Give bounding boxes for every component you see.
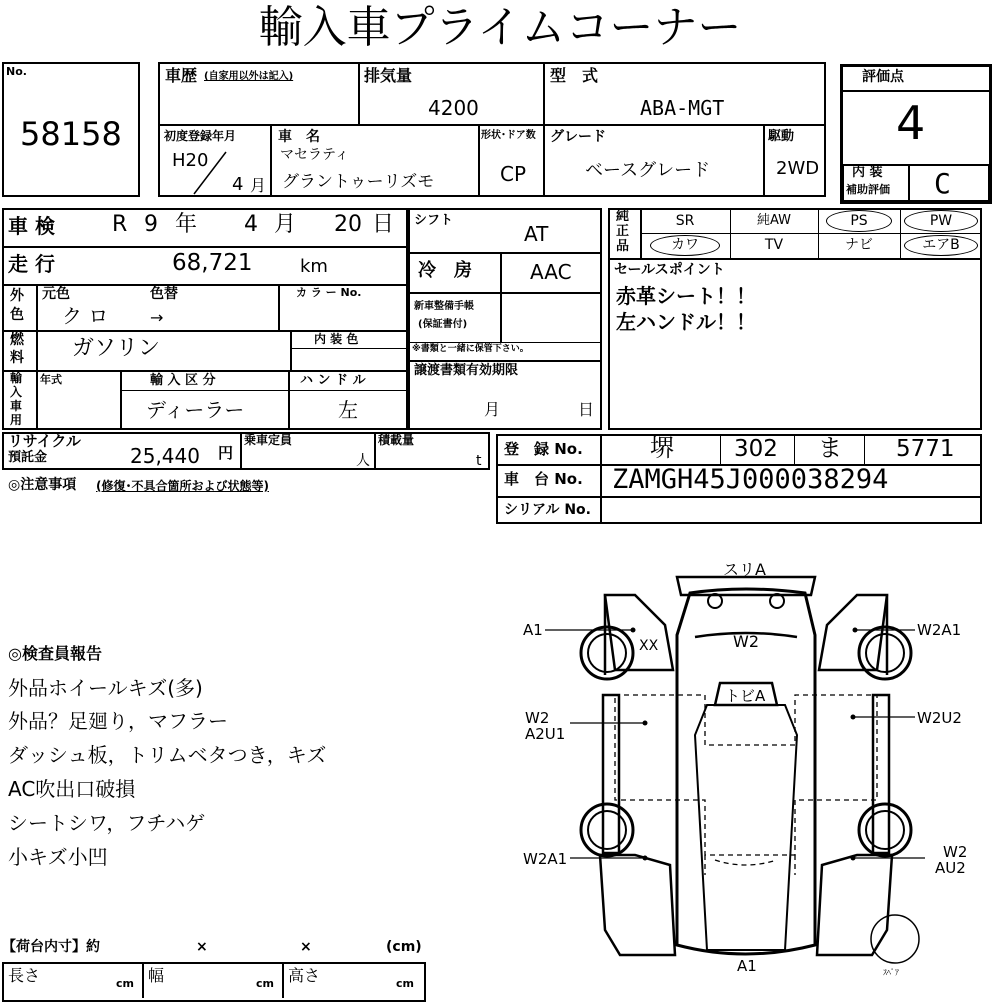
diagram-top-label: スリA: [723, 560, 766, 579]
cargo-cm: cm: [116, 977, 134, 990]
aircon-value: AAC: [530, 260, 572, 284]
shaken-month: 4: [244, 212, 258, 237]
sales-point-line-2: 左ハンドル！！: [616, 310, 756, 334]
inspector-line: 外品ホイールキズ(多): [8, 676, 203, 700]
transfer-label: 譲渡書類有効期限: [414, 363, 519, 378]
change-color-value: →: [150, 308, 164, 327]
handle-label: ハ ン ド ル: [300, 373, 366, 388]
serial-label: シリアル No.: [504, 502, 591, 518]
diagram-rear-right-1: W2: [943, 843, 968, 861]
equip-tv: TV: [764, 237, 784, 253]
grade-value: ベースグレード: [585, 160, 711, 181]
equip-airbag: エアB: [922, 237, 960, 253]
equip-pw: PW: [929, 213, 953, 229]
score-value: 4: [896, 96, 926, 150]
diagram-front-left: A1: [523, 621, 543, 639]
import-side-1: 輸: [10, 371, 23, 385]
diagram-rear: A1: [737, 957, 757, 975]
capacity-label: 乗車定員: [244, 433, 293, 447]
recycle-value: 25,440: [130, 444, 200, 468]
car-name-label: 車 名: [278, 129, 320, 145]
registration-class: 302: [734, 436, 778, 462]
diagram-spare: ｽﾍﾟｱ: [883, 968, 899, 977]
mileage-unit: km: [300, 256, 328, 277]
equip-leather: カワ: [671, 237, 699, 253]
diagram-left-door-1: W2: [525, 709, 550, 727]
first-reg-month: 4: [232, 174, 244, 195]
chassis-value: ZAMGH45J000038294: [612, 464, 889, 495]
orig-color-label: 元色: [42, 286, 70, 302]
shaken-year: 9: [144, 212, 158, 237]
registration-area: 堺: [650, 434, 674, 462]
inspector-title: ◎検査員報告: [8, 644, 102, 663]
import-side-2: 入: [10, 385, 23, 399]
shaken-day: 20: [334, 212, 362, 237]
history-label: 車歴: [165, 66, 198, 85]
import-side-4: 用: [10, 413, 23, 427]
diagram-right-door: W2U2: [917, 709, 962, 727]
mileage-label: 走 行: [8, 252, 55, 276]
inspector-line: AC吹出口破損: [8, 777, 136, 801]
diagram-rear-right-2: AU2: [935, 859, 966, 877]
cargo-cm: cm: [396, 977, 414, 990]
import-type-value: ディーラー: [146, 398, 245, 422]
transfer-month: 月: [484, 400, 501, 419]
displacement-label: 排気量: [364, 66, 413, 85]
equip-side-3: 品: [616, 239, 630, 254]
load-label: 積載量: [378, 433, 415, 447]
diagram-left-door-2: A2U1: [525, 725, 566, 743]
import-side-3: 車: [10, 399, 23, 413]
aircon-label: 冷 房: [418, 260, 472, 281]
equip-side-2: 正: [616, 224, 630, 239]
interior-label-2: 補助評価: [846, 183, 890, 196]
history-note: (自家用以外は記入): [204, 71, 294, 82]
cargo-height-label: 高さ: [288, 966, 321, 985]
maintenance-label-2: (保証書付): [418, 319, 468, 330]
mileage-value: 68,721: [172, 250, 253, 276]
inspector-line: 外品？足廻り，マフラー: [8, 709, 228, 733]
body-label: 形状･ドア数: [481, 130, 536, 141]
orig-color-value: ク ロ: [62, 304, 109, 328]
car-maker: マセラティ: [280, 147, 349, 163]
car-name: グラントゥーリズモ: [282, 172, 435, 192]
recycle-unit: 円: [218, 444, 234, 462]
registration-label: 登 録 No.: [504, 440, 583, 458]
fuel-value: ガソリン: [72, 336, 161, 361]
cargo-length-label: 長さ: [8, 966, 41, 985]
diagram-roof: トビA: [725, 687, 766, 705]
displacement-value: 4200: [428, 96, 479, 120]
grade-label: グレード: [550, 129, 606, 145]
score-label: 評価点: [862, 69, 904, 85]
shift-label: シフト: [414, 213, 454, 228]
equip-navi: ナビ: [845, 237, 873, 253]
registration-kana: ま: [818, 434, 842, 462]
page-title: 輸入車プライムコーナー: [258, 2, 742, 53]
cargo-title: 【荷台内寸】約: [2, 939, 100, 955]
interior-score: C: [934, 167, 951, 200]
caution-label: ◎注意事項: [8, 477, 77, 493]
sales-point-line-1: 赤革シート！！: [616, 284, 756, 308]
model-label: 型 式: [550, 66, 599, 85]
recycle-label-1: リサイクル: [8, 432, 81, 450]
color-code-label: カ ラ ー No.: [296, 286, 362, 299]
cargo-x1: ×: [196, 939, 208, 955]
sales-point-label: セールスポイント: [614, 262, 725, 278]
shaken-day-unit: 日: [372, 212, 395, 237]
shaken-era: R: [112, 212, 128, 237]
drive-label: 駆動: [768, 129, 795, 144]
interior-label-1: 内 装: [852, 165, 883, 180]
first-reg-label: 初度登録年月: [164, 129, 237, 143]
equip-side-1: 純: [616, 209, 630, 224]
transfer-day: 日: [578, 400, 595, 419]
maintenance-label-1: 新車整備手帳: [414, 301, 474, 312]
shaken-label: 車 検: [8, 214, 55, 238]
load-unit: t: [476, 453, 482, 469]
first-reg-month-unit: 月: [250, 176, 267, 195]
cargo-unit: (cm): [386, 939, 422, 955]
import-type-label: 輸 入 区 分: [150, 373, 216, 388]
shift-value: AT: [524, 222, 549, 246]
inspector-line: シートシワ，フチハゲ: [8, 811, 206, 835]
import-year-label: 年式: [40, 373, 62, 386]
handle-value: 左: [338, 398, 358, 422]
shaken-year-unit: 年: [175, 212, 198, 237]
shaken-month-unit: 月: [274, 212, 297, 237]
cargo-box: [2, 962, 426, 1002]
lot-number: 58158: [20, 115, 122, 153]
equip-ps: PS: [850, 213, 868, 229]
registration-number: 5771: [896, 436, 955, 462]
drive-value: 2WD: [776, 158, 820, 179]
chassis-label: 車 台 No.: [504, 470, 583, 488]
model-value: ABA-MGT: [640, 96, 725, 120]
color-side-2: 色: [10, 307, 24, 323]
caution-note: (修復･不具合箇所および状態等): [96, 479, 269, 493]
equip-sr: SR: [675, 213, 695, 229]
equip-aw: 純AW: [756, 213, 792, 228]
diagram-front-right: W2A1: [917, 621, 962, 639]
change-color-label: 色替: [150, 286, 178, 302]
cargo-x2: ×: [300, 939, 312, 955]
maintenance-note: ※書類と一緒に保管下さい。: [412, 344, 529, 354]
cargo-width-label: 幅: [148, 966, 165, 985]
diagram-hood: W2: [733, 632, 759, 651]
capacity-unit: 人: [356, 453, 370, 469]
recycle-label-2: 預託金: [8, 450, 48, 465]
cargo-cm: cm: [256, 977, 274, 990]
fuel-side-1: 燃: [10, 332, 24, 348]
diagram-front-left-note: XX: [639, 638, 659, 654]
inspector-line: ダッシュ板，トリムベタつき，キズ: [8, 743, 327, 767]
inspector-line: 小キズ小凹: [8, 845, 108, 869]
first-reg-era: H20: [172, 150, 209, 171]
body-value: CP: [500, 162, 527, 186]
lot-no-label: No.: [6, 65, 27, 78]
car-damage-diagram: [515, 555, 995, 995]
fuel-side-2: 料: [10, 350, 24, 366]
diagram-rear-left: W2A1: [523, 850, 568, 868]
color-side-1: 外: [10, 288, 24, 304]
interior-color-label: 内 装 色: [314, 332, 359, 346]
